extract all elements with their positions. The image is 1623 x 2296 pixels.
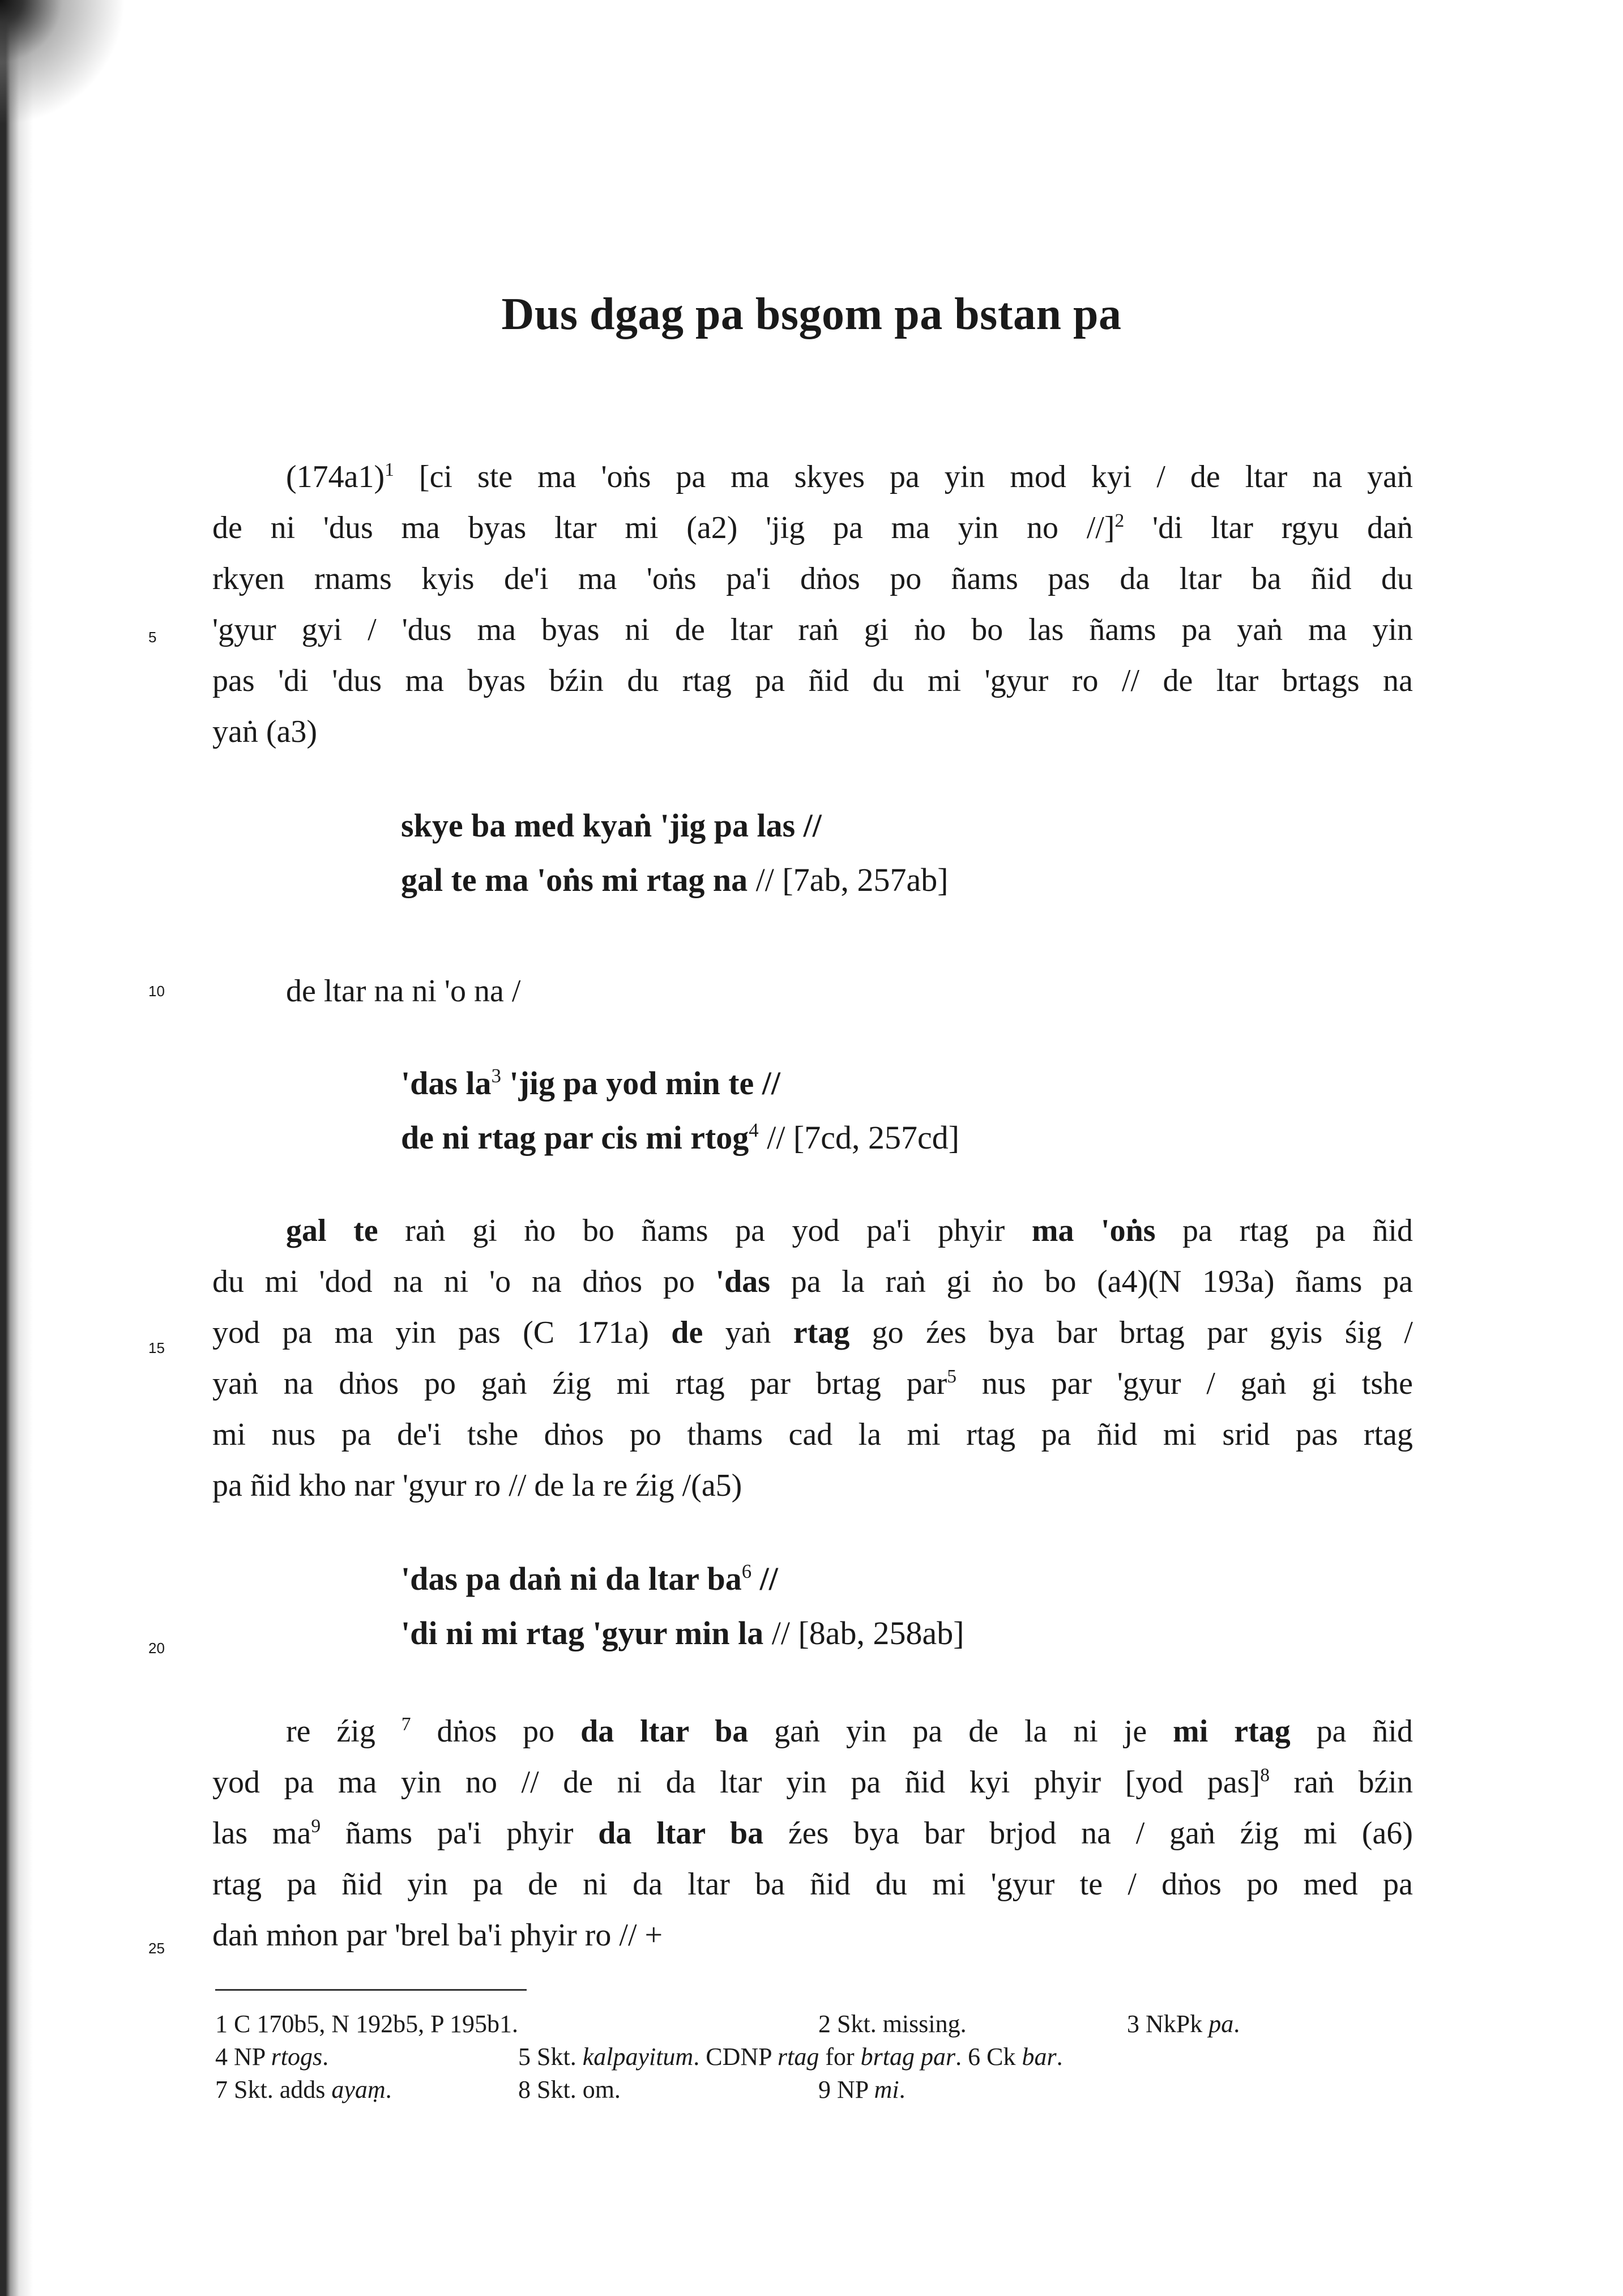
line-number-10: 10 — [148, 983, 165, 1000]
footnote-4: 4 NP rtogs. — [215, 2043, 329, 2071]
footnote-2: 2 Skt. missing. — [818, 2010, 967, 2038]
footnote-8: 8 Skt. om. — [518, 2076, 621, 2103]
verse-1 — [401, 799, 949, 907]
line-number-5: 5 — [148, 629, 157, 646]
footnote-9: 9 NP mi. — [818, 2076, 906, 2103]
footnote-rule — [215, 1989, 527, 1991]
paragraph-line-10 — [212, 966, 1413, 1017]
line-number-25: 25 — [148, 1940, 165, 1957]
line-number-15: 15 — [148, 1339, 165, 1356]
verse-line: 'das pa daṅ ni da ltar ba$^6$ // — [401, 1560, 778, 1597]
text-line: du mi 'dod na ni 'o na dṅos po 'das pa la raṅ gi ṅo bo (a4)(N 193a) ñams pa — [212, 1264, 1413, 1299]
paragraph-1 — [212, 451, 1413, 757]
text-line: yod pa ma yin no // de ni da ltar yin pa ñid kyi phyir [yod pas]$^8$ raṅ bźin — [212, 1764, 1413, 1800]
text-line: de ltar na ni 'o na / — [286, 974, 521, 1009]
text-line: pa ñid kho nar 'gyur ro // de la re źig /(a5) — [212, 1468, 742, 1503]
verse-line: 'das la$^3$ 'jig pa yod min te // — [401, 1065, 780, 1102]
text-line: pas 'di 'dus ma byas bźin du rtag pa ñid du mi 'gyur ro // de ltar brtags na — [212, 663, 1413, 698]
text-line: yaṅ na dṅos po gaṅ źig mi rtag par brtag par$^5$ nus par 'gyur / gaṅ gi tshe — [212, 1365, 1413, 1401]
text-line: re źig $^7$ dṅos po da ltar ba gaṅ yin pa de la ni je mi rtag pa ñid — [286, 1713, 1413, 1749]
verse-line: de ni rtag par cis mi rtog$^4$ // [7cd, 257cd] — [401, 1119, 960, 1156]
verse-3 — [401, 1552, 964, 1661]
verse-line: skye ba med kyaṅ 'jig pa las // — [401, 807, 822, 844]
text-line: yaṅ (a3) — [212, 714, 318, 749]
text-line: de ni 'dus ma byas ltar mi (a2) 'jig pa ma yin no //]$^2$ 'di ltar rgyu daṅ — [212, 510, 1413, 545]
text-line: 'gyur gyi / 'dus ma byas ni de ltar raṅ gi ṅo bo las ñams pa yaṅ ma yin — [212, 612, 1413, 647]
footnote-7: 7 Skt. adds ayaṃ. — [215, 2076, 392, 2103]
verse-line: 'di ni mi rtag 'gyur min la // [8ab, 258ab] — [401, 1615, 964, 1651]
footnote-5-6: 5 Skt. kalpayitum. CDNP rtag for brtag par. 6 Ck bar. — [518, 2043, 1063, 2071]
verse-2 — [401, 1056, 959, 1165]
text-line: mi nus pa de'i tshe dṅos po thams cad la mi rtag pa ñid mi srid pas rtag — [212, 1417, 1413, 1452]
text-line: rkyen rnams kyis de'i ma 'oṅs pa'i dṅos po ñams pas da ltar ba ñid du — [212, 561, 1413, 596]
scan-corner-shadow — [0, 0, 136, 136]
text-line: yod pa ma yin pas (C 171a) de yaṅ rtag go źes bya bar brtag par gyis śig / — [212, 1315, 1413, 1350]
text-line: gal te raṅ gi ṅo bo ñams pa yod pa'i phyir ma 'oṅs pa rtag pa ñid — [286, 1213, 1413, 1248]
book-spine-shadow — [0, 0, 33, 2296]
footnote-3: 3 NkPk pa. — [1127, 2010, 1240, 2038]
line-number-20: 20 — [148, 1640, 165, 1657]
text-line: $(174a1)^1$ [ci ste ma 'oṅs pa ma skyes pa yin mod kyi / de ltar na yaṅ — [286, 459, 1413, 494]
text-line: las $ma^9$ ñams pa'i phyir da ltar ba źes bya bar brjod na / gaṅ źig mi (a6) — [212, 1815, 1413, 1851]
verse-line: gal te ma 'oṅs mi rtag na // [7ab, 257ab] — [401, 861, 949, 898]
page-title: Dus dgag pa bsgom pa bstan pa — [501, 289, 1122, 339]
text-line: rtag pa ñid yin pa de ni da ltar ba ñid du mi 'gyur te / dṅos po med pa — [212, 1867, 1413, 1902]
paragraph-2 — [212, 1205, 1413, 1511]
text-line: daṅ mṅon par 'brel ba'i phyir ro // + — [212, 1918, 663, 1953]
paragraph-3 — [212, 1706, 1413, 1961]
footnote-1: 1 C 170b5, N 192b5, P 195b1. — [215, 2010, 518, 2038]
